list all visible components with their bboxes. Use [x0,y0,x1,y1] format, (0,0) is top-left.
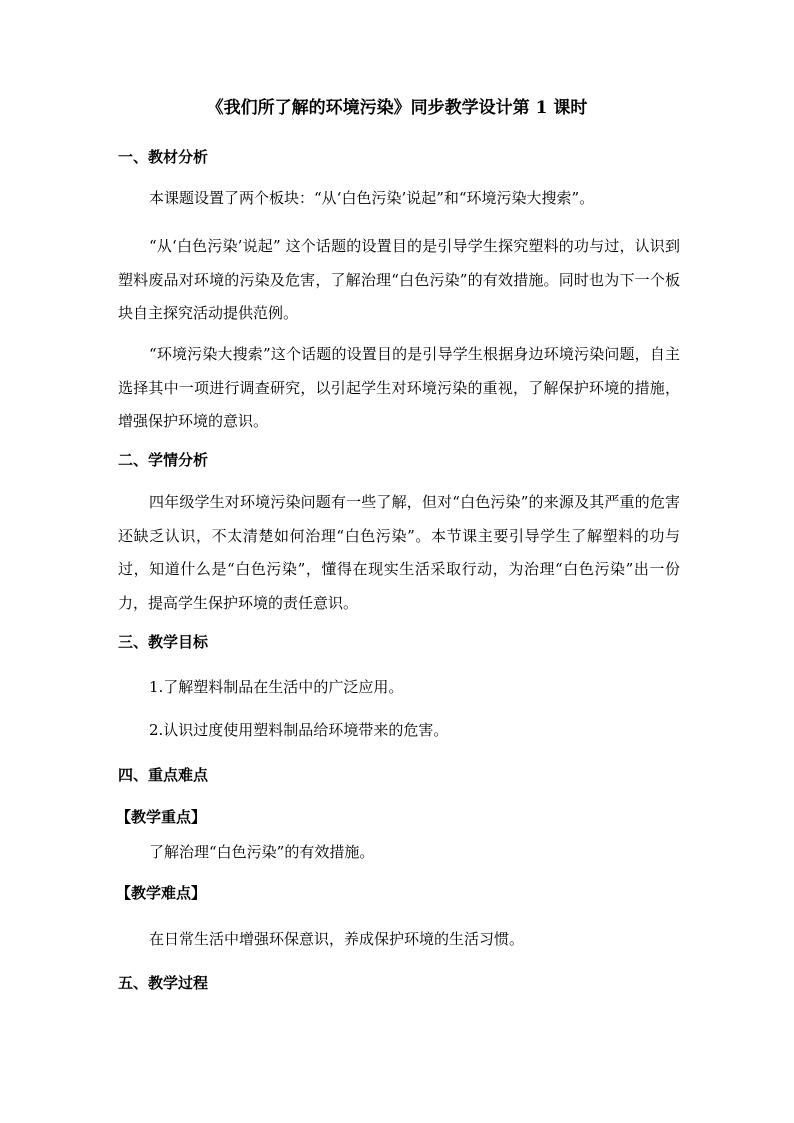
goal-item-2: 2.认识过度使用塑料制品给环境带来的危害。 [149,721,449,739]
paragraph-white-pollution-topic: “从‘白色污染’说起” 这个话题的设置目的是引导学生探究塑料的功与过，认识到塑料废品对环境的污染及危害，了解治理“白色污染”的有效措施。同时也为下一个板块自主探究活动提供范例。 [118,237,680,322]
section-heading-student-analysis: 二、学情分析 [118,451,209,469]
paragraph-module-overview: 本课题设置了两个板块：“从‘白色污染’说起”和“环境污染大搜索”。 [149,189,595,207]
difficulty-label: 【教学难点】 [116,884,207,902]
document-title: 《我们所了解的环境污染》同步教学设计第 1 课时 [206,98,588,118]
paragraph-pollution-search-topic: “环境污染大搜索”这个话题的设置目的是引导学生根据身边环境污染问题，自主选择其中一项进行调查研究，以引起学生对环境污染的重视，了解保护环境的措施，增强保护环境的意识。 [118,345,680,430]
key-point-label: 【教学重点】 [116,808,207,826]
difficulty-text: 在日常生活中增强环保意识，养成保护环境的生活习惯。 [149,930,525,948]
section-heading-key-difficult-points: 四、重点难点 [118,766,209,784]
section-heading-textbook-analysis: 一、教材分析 [118,148,209,166]
section-heading-teaching-goals: 三、教学目标 [118,633,209,651]
paragraph-student-analysis: 四年级学生对环境污染问题有一些了解，但对“白色污染”的来源及其严重的危害还缺乏认识，不太清楚如何治理“白色污染”。本节课主要引导学生了解塑料的功与过，知道什么是“白色污染”，懂得在现实生活采取行动，为治理“白色污染”出一份力，提高学生保护环境的责任意识。 [118,493,680,612]
section-heading-teaching-process: 五、教学过程 [118,974,209,992]
goal-item-1: 1.了解塑料制品在生活中的广泛应用。 [149,678,404,696]
key-point-text: 了解治理“白色污染”的有效措施。 [149,843,375,861]
